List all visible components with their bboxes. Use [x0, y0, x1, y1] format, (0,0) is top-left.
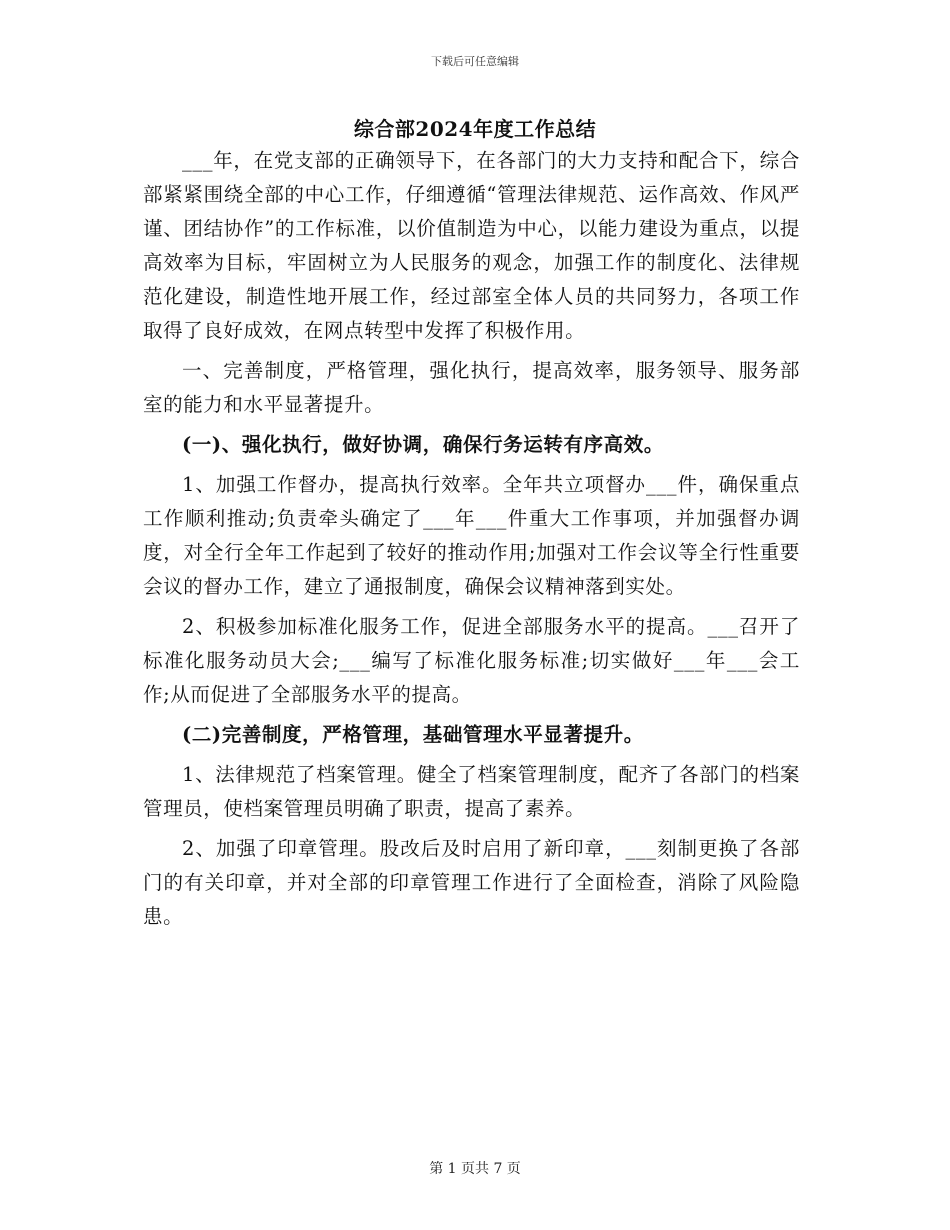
paragraph-item-1-2: 2、积极参加标准化服务工作，促进全部服务水平的提高。___召开了标准化服务动员大会;___编写了标准化服务标准;切实做好___年___会工作;从而促进了全部服务水平的提高。	[143, 615, 800, 706]
subsection-heading-2: (二)完善制度，严格管理，基础管理水平显著提升。	[182, 723, 644, 746]
paragraph-item-2-1: 1、法律规范了档案管理。健全了档案管理制度，配齐了各部门的档案管理员，使档案管理员明确了职责，提高了素养。	[143, 763, 800, 820]
subsection-heading-1: (一)、强化执行，做好协调，确保行务运转有序高效。	[182, 433, 664, 456]
document-body	[143, 144, 800, 940]
section-heading-1: 一、完善制度，严格管理，强化执行，提高效率，服务领导、服务部室的能力和水平显著提升。	[143, 359, 800, 416]
document-title: 综合部2024年度工作总结	[353, 117, 597, 141]
paragraph-item-2-2: 2、加强了印章管理。股改后及时启用了新印章，___刻制更换了各部门的有关印章，并对全部的印章管理工作进行了全面检查，消除了风险隐患。	[143, 837, 800, 928]
paragraph-item-1-1: 1、加强工作督办，提高执行效率。全年共立项督办___件，确保重点工作顺利推动;负责牵头确定了___年___件重大工作事项，并加强督办调度，对全行全年工作起到了较好的推动作用;加强对工作会议等全行性重要会议的督办工作，建立了通报制度，确保会议精神落到实处。	[143, 473, 800, 598]
page-header: 下载后可任意编辑	[431, 55, 519, 68]
page-footer: 第 1 页共 7 页	[429, 1161, 521, 1177]
paragraph-intro: ___年，在党支部的正确领导下，在各部门的大力支持和配合下，综合部紧紧围绕全部的中心工作，仔细遵循“管理法律规范、运作高效、作风严谨、团结协作”的工作标准，以价值制造为中心，以能力建设为重点，以提高效率为目标，牢固树立为人民服务的观念，加强工作的制度化、法律规范化建设，制造性地开展工作，经过部室全体人员的共同努力，各项工作取得了良好成效，在网点转型中发挥了积极作用。	[143, 149, 800, 342]
